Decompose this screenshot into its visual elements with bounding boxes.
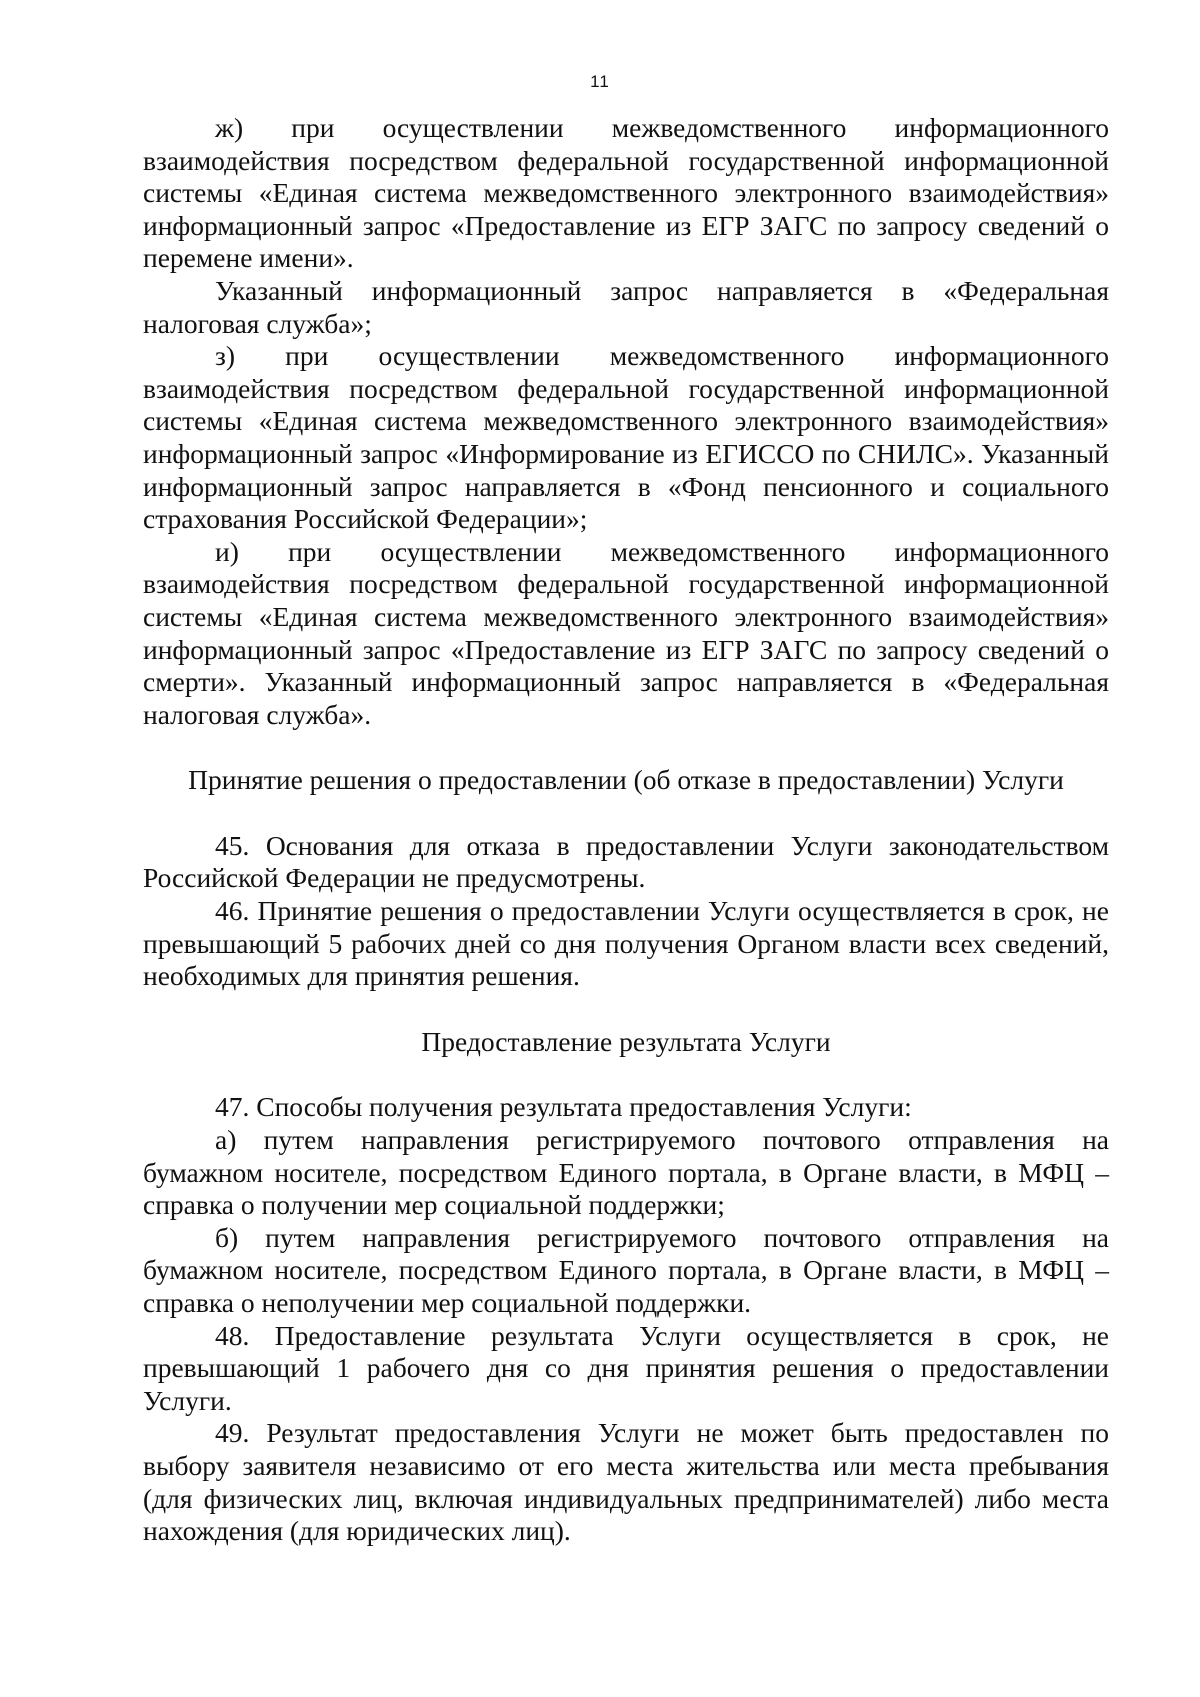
paragraph-47-a: а) путем направления регистрируемого почтового отправления на бумажном носителе, посредством Единого портала, в Органе власти, в МФЦ – справка о получении мер социальной поддержки; xyxy=(143,1124,1109,1221)
section-heading-result: Предоставление результата Услуги xyxy=(421,1025,831,1057)
page-number: 11 xyxy=(590,72,610,91)
paragraph-zh: ж) при осуществлении межведомственного информационного взаимодействия посредством федеральной государственной информационной системы «Единая система межведомственного электронного взаимодействия» информационный запрос «Предоставление из ЕГР ЗАГС по запросу сведений о перемене имени». xyxy=(143,112,1109,274)
section-heading-decision: Принятие решения о предоставлении (об отказе в предоставлении) Услуги xyxy=(188,764,1064,796)
paragraph-49: 49. Результат предоставления Услуги не может быть предоставлен по выбору заявителя независимо от его места жительства или места пребывания (для физических лиц, включая индивидуальных предпринимателей) либо места нахождения (для юридических лиц). xyxy=(143,1417,1109,1547)
paragraph-47-b: б) путем направления регистрируемого почтового отправления на бумажном носителе, посредством Единого портала, в Органе власти, в МФЦ – справка о неполучении мер социальной поддержки. xyxy=(143,1221,1109,1318)
paragraph-46: 46. Принятие решения о предоставлении Услуги осуществляется в срок, не превышающий 5 рабочих дней со дня получения Органом власти всех сведений, необходимых для принятия решения. xyxy=(143,895,1109,992)
document-body xyxy=(143,112,1109,1548)
paragraph-i: и) при осуществлении межведомственного информационного взаимодействия посредством федеральной государственной информационной системы «Единая система межведомственного электронного взаимодействия» информационный запрос «Предоставление из ЕГР ЗАГС по запросу сведений о смерти». Указанный информационный запрос направляется в «Федеральная налоговая служба». xyxy=(143,535,1109,730)
paragraph-z: з) при осуществлении межведомственного информационного взаимодействия посредством федеральной государственной информационной системы «Единая система межведомственного электронного взаимодействия» информационный запрос «Информирование из ЕГИССО по СНИЛС». Указанный информационный запрос направляется в «Фонд пенсионного и социального страхования Российской Федерации»; xyxy=(143,340,1109,535)
paragraph-45: 45. Основания для отказа в предоставлении Услуги законодательством Российской Федерации не предусмотрены. xyxy=(143,829,1109,894)
paragraph-zh-recipient: Указанный информационный запрос направляется в «Федеральная налоговая служба»; xyxy=(143,274,1109,339)
paragraph-47: 47. Способы получения результата предоставления Услуги: xyxy=(215,1091,912,1123)
paragraph-48: 48. Предоставление результата Услуги осуществляется в срок, не превышающий 1 рабочего дня со дня принятия решения о предоставлении Услуги. xyxy=(143,1319,1109,1416)
